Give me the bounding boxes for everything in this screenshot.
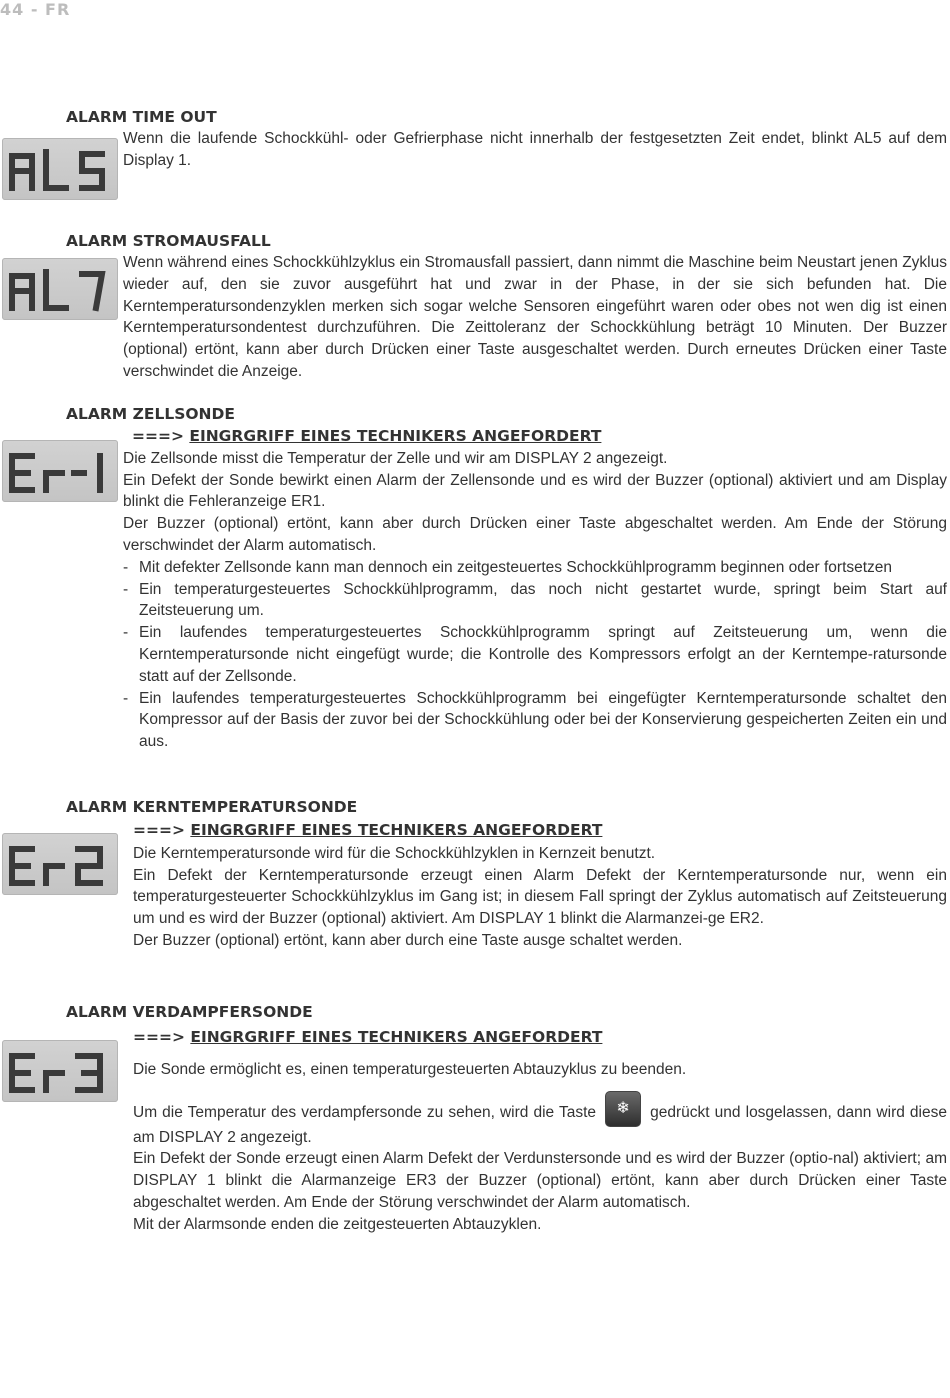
section-body [123,128,947,172]
list-item: - Ein laufendes temperaturgesteuertes Schockkühlprogramm bei eingefügter Kerntemperatursonde schaltet den Kompressor auf der Basis der zuvor bei der Schockkühlung oder bei der Konservierung gespeicherten Zeiten ein und aus. [123,689,947,751]
section-heading: ALARM VERDAMPFERSONDE [66,1003,313,1021]
warning-arrow: ===> [132,427,184,445]
paragraph: Die Kerntemperatursonde wird für die Schockkühlzyklen in Kernzeit benutzt. [133,844,656,862]
section-body [133,1027,947,1236]
list-item: - Ein laufendes temperaturgesteuertes Schockkühlprogramm springt auf Zeitsteuerung um, wenn die Kerntemperatursonde nicht eingefügt wurde; die Kontrolle des Kompressors erfolgt an der Kerntempe-ratursonde statt auf der Zellsonde. [123,624,947,685]
list-item-text: Ein laufendes temperaturgesteuertes Schockkühlprogramm springt auf Zeitsteuerung um, wenn die Kerntemperatursonde nicht eingefügt wurde; die Kontrolle des Kompressors erfolgt an der Kerntempe-ratursonde statt auf der Zellsonde. [139,624,947,685]
paragraph [133,1091,947,1149]
warning-text: EINGRGRIFF EINES TECHNIKERS ANGEFORDERT [189,427,602,445]
warning-arrow: ===> [133,821,185,839]
technician-warning [123,426,947,448]
paragraph: Ein Defekt der Sonde bewirkt einen Alarm der Zellensonde und es wird der Buzzer (optional) aktiviert und am Display blinkt die Fehleranzeige ER1. [123,471,947,511]
section-heading: ALARM ZELLSONDE [66,405,235,423]
paragraph: Ein Defekt der Kerntemperatursonde erzeugt einen Alarm Defekt der Kerntemperatursonde nur, wenn ein temperaturgesteuerter Schockkühlzyklus im Gang ist; in diesem Fall springt der Zyklus automatisch auf Zeitsteuerung um und es wird der Buzzer (optional) aktiviert. Am DISPLAY 1 blinkt die Alarmanzei-ge ER2. [133,866,947,928]
list-item-text: Ein laufendes temperaturgesteuertes Schockkühlprogramm bei eingefügter Kerntemperatursonde schaltet den Kompressor auf der Basis der zuvor bei der Schockkühlung oder bei der Konservierung gespeicherten Zeiten ein und aus. [139,689,947,751]
page-number: 44 - FR [0,0,71,19]
paragraph: Der Buzzer (optional) ertönt, kann aber durch Drücken einer Taste abgeschaltet werden. Am Ende der Störung verschwindet der Alarm automatisch. [123,515,947,554]
warning-text: EINGRGRIFF EINES TECHNIKERS ANGEFORDERT [190,821,603,839]
defrost-snowflake-icon: ❄ [605,1091,641,1127]
paragraph: Ein Defekt der Sonde erzeugt einen Alarm Defekt der Verdunstersonde und es wird der Buzzer (optio-nal) aktiviert; am DISPLAY 1 blinkt die Alarmanzeige ER3 der Buzzer (optional) ertönt, kann aber durch Drücken einer Taste abgeschaltet werden. Am Ende der Störung verschwindet der Alarm automatisch. [133,1150,947,1211]
section-heading: ALARM KERNTEMPERATURSONDE [66,798,358,816]
paragraph: Wenn die laufende Schockkühl- oder Gefrierphase nicht innerhalb der festgesetzten Zeit endet, blinkt AL5 auf dem Display 1. [123,130,947,169]
section-heading: ALARM STROMAUSFALL [66,232,271,250]
list-item: - Mit defekter Zellsonde kann man dennoch ein zeitgesteuertes Schockkühlprogramm beginnen oder fortsetzen [123,558,893,576]
paragraph: Mit der Alarmsonde enden die zeitgesteuerten Abtauzyklen. [133,1215,542,1233]
key-sentence-before: Um die Temperatur des verdampfersonde zu sehen, wird die Taste [133,1103,596,1121]
list-item-text: Ein temperaturgesteuertes Schockkühlprogramm, das noch nicht gestartet wurde, springt beim Start auf Zeitsteuerung um. [139,580,947,620]
list-item-text: Mit defekter Zellsonde kann man dennoch ein zeitgesteuertes Schockkühlprogramm beginnen oder fortsetzen [139,558,893,576]
section-body [123,252,947,383]
key-sentence-after: gedrückt und losgelassen, dann wird diese am DISPLAY 2 angezeigt. [133,1103,947,1146]
section-body [133,820,947,952]
lcd-display-al5 [2,138,118,200]
lcd-display-al7 [2,258,118,320]
section-heading: ALARM TIME OUT [66,108,217,126]
warning-arrow: ===> [133,1028,185,1046]
warning-text: EINGRGRIFF EINES TECHNIKERS ANGEFORDERT [190,1028,603,1046]
lcd-display-er2 [2,833,118,895]
paragraph: Die Sonde ermöglicht es, einen temperaturgesteuerten Abtauzyklus zu beenden. [133,1060,687,1078]
technician-warning [133,820,947,842]
paragraph: Wenn während eines Schockkühlzyklus ein Stromausfall passiert, dann nimmt die Maschine beim Neustart jenen Zyklus wieder auf, den sie zuvor ausgeführt hat und zwar in der Phase, in der sie sich befunden hat. Die Kerntemperatursondenzyklen merken sich sogar welche Sensoren eingeführt waren oder obes not wen dig ist einen Kerntemperatursondentest durchzuführen. Die Zeittoleranz der Schockkühlung beträgt 10 Minuten. Der Buzzer (optional) ertönt, kann aber durch Drücken einer Taste ausgeschaltet werden. Durch erneutes Drücken einer Taste verschwindet die Anzeige. [123,254,947,380]
technician-warning [133,1027,947,1049]
section-body [123,426,947,753]
paragraph: Der Buzzer (optional) ertönt, kann aber durch eine Taste ausge schaltet werden. [133,931,683,949]
paragraph: Die Zellsonde misst die Temperatur der Zelle und wir am DISPLAY 2 angezeigt. [123,449,668,467]
list-item: - Ein temperaturgesteuertes Schockkühlprogramm, das noch nicht gestartet wurde, springt beim Start auf Zeitsteuerung um. [123,580,947,620]
lcd-display-er1 [2,440,118,502]
lcd-display-er3 [2,1040,118,1102]
